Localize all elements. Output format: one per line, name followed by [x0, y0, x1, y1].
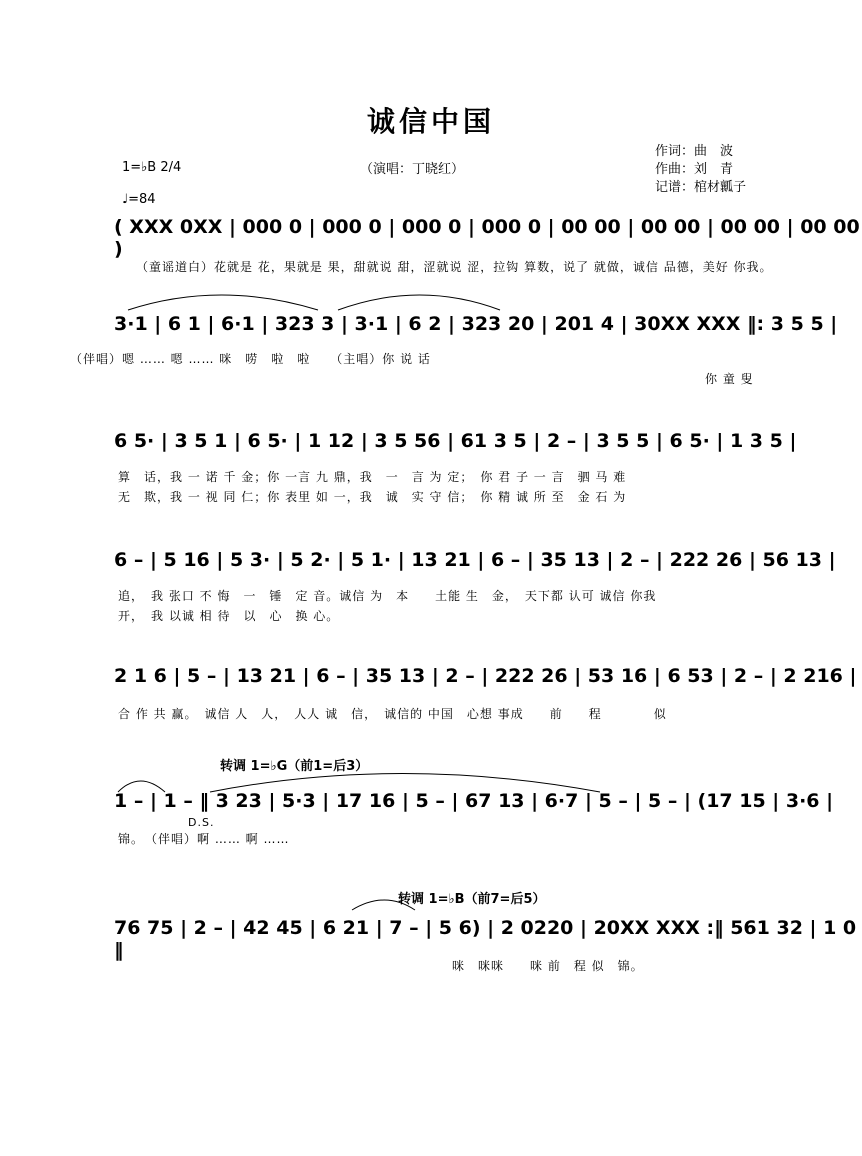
slur-1	[128, 295, 318, 310]
ds-marking: D.S.	[188, 816, 215, 829]
credits-block	[655, 143, 746, 197]
stave-6-notes: 1 – | 1 – ‖ 3 23 | 5·3 | 17 16 | 5 – | 67 13 | 6·7 | 5 – | 5 – | (17 15 | 3·6 |	[114, 790, 834, 812]
stave-4-lyrics-2: 开， 我 以诚 相 待 以 心 换 心。	[118, 609, 340, 623]
tempo-marking: ♩=84	[122, 192, 156, 207]
stave-6-lyrics-1: 锦。 （伴唱）啊 …… 啊 ……	[118, 832, 290, 846]
slur-2	[338, 295, 500, 310]
modulation-marking-2: 转调 1=♭B（前7=后5）	[398, 892, 546, 907]
stave-5-notes: 2 1 6 | 5 – | 13 21 | 6 – | 35 13 | 2 – | 222 26 | 53 16 | 6 53 | 2 – | 2 216 |	[114, 665, 857, 687]
singer-line: （演唱：丁晓红）	[360, 162, 465, 177]
composer-credit: 作曲：刘 青	[655, 162, 734, 177]
transcriber-credit: 记谱：棺材瓤子	[655, 180, 747, 195]
stave-5-lyrics-1: 合 作 共 赢。 诚信 人 人， 人人 诚 信， 诚信的 中国 心想 事成 前 程 似	[118, 707, 667, 721]
song-title: 诚信中国	[366, 105, 495, 138]
stave-4-lyrics-1: 追， 我 张口 不 悔 一 锤 定 音。诚信 为 本 土能 生 金， 天下都 认可 诚信 你我	[118, 589, 657, 603]
stave-3-lyrics-1: 算 话，我 一 诺 千 金；你 一言 九 鼎，我 一 言 为 定； 你 君 子 一 言 驷 马 难	[118, 470, 627, 484]
stave-2-notes: 3·1 | 6 1 | 6·1 | 323 3 | 3·1 | 6 2 | 323 20 | 201 4 | 30XX XXX ‖: 3 5 5 |	[114, 313, 838, 335]
key-signature: 1=♭B 2/4	[122, 160, 182, 175]
stave-7-lyrics-1: 咪 咪咪 咪 前 程 似 锦。	[452, 959, 644, 973]
stave-2-lyrics-1: （伴唱）嗯 …… 嗯 …… 咪 唠 啦 啦 （主唱）你 说 话	[70, 352, 431, 366]
stave-7-notes: 76 75 | 2 – | 42 45 | 6 21 | 7 – | 5 6) | 2 0220 | 20XX XXX :‖ 561 32 | 1 0 ‖	[114, 917, 857, 961]
stave-2-lyrics-2: 你 童 叟	[705, 372, 754, 386]
stave-1-lyrics-1: （童谣道白）花就是 花，果就是 果，甜就说 甜，涩就说 涩，拉钩 算数，说了 就做，诚信 品德，美好 你我。	[136, 260, 773, 274]
lyricist-credit: 作词：曲 波	[655, 144, 734, 159]
stave-4-notes: 6 – | 5 16 | 5 3· | 5 2· | 5 1· | 13 21 | 6 – | 35 13 | 2 – | 222 26 | 56 13 |	[114, 549, 836, 571]
stave-3-notes: 6 5· | 3 5 1 | 6 5· | 1 12 | 3 5 56 | 61 3 5 | 2 – | 3 5 5 | 6 5· | 1 3 5 |	[114, 430, 797, 452]
stave-3-lyrics-2: 无 欺，我 一 视 同 仁；你 表里 如 一，我 诚 实 守 信； 你 精 诚 所 至 金 石 为	[118, 490, 627, 504]
modulation-marking-1: 转调 1=♭G（前1=后3）	[220, 759, 369, 774]
stave-1-notes: ( XXX 0XX | 000 0 | 000 0 | 000 0 | 000 0 | 00 00 | 00 00 | 00 00 | 00 00 )	[114, 216, 860, 260]
